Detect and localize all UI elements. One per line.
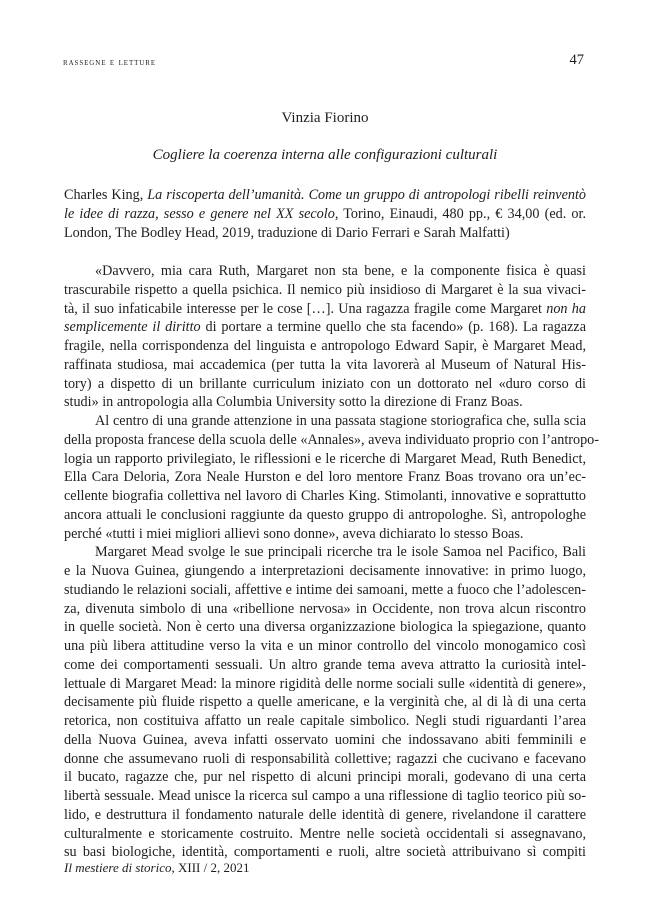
body-text-line: Ella Cara Deloria, Zora Neale Hurston e del loro mentore Franz Boas trovano ora un’ec- (64, 469, 586, 486)
article-author: Vinzia Fiorino (281, 110, 369, 126)
body-text-line: il bucato, ragazze che, pur nel rispetto di alcuni principi morali, godevano di una certa (64, 769, 586, 786)
body-text-line: Margaret Mead svolge le sue principali ricerche tra le isole Samoa nel Pacifico, Bali (95, 544, 586, 561)
journal-title: Il mestiere di storico (64, 860, 172, 875)
body-text-line: una più libera attitudine verso la vita e un minor controllo del vincolo monogamico così (64, 638, 586, 654)
body-text-line: in quelle società. Non è certo una diversa organizzazione biologica la spiegazione, quanto (64, 619, 586, 636)
body-text-line: studi» in antropologia alla Columbia University sotto la direzione di Franz Boas. (64, 394, 523, 411)
body-text-line: «Davvero, mia cara Ruth, Margaret non sta bene, e la componente fisica è quasi (95, 263, 586, 279)
body-text-line: decisamente più fluide rispetto a quelle americane, e la verginità che, al di là di una certa (64, 694, 586, 711)
citation-line: Charles King, La riscoperta dell’umanità. Come un gruppo di antropologi ribelli reinventò (64, 187, 587, 203)
body-text-line: su basi biologiche, identità, comportamenti e ruoli, altre società attribuivano sì compiti (64, 844, 586, 861)
body-text-line: trascurabile rispetto a quella psichica. Il nemico più insidioso di Margaret è la sua vivaci- (64, 281, 586, 298)
body-text-line: retorica, non costituiva affatto un reale capitale simbolico. Negli studi riguardanti l’area (64, 713, 586, 729)
footer-journal-reference (64, 860, 249, 876)
body-text-line: raffinata studiosa, mai accademica (per tutta la vita lavorerà al Museum of Natural His- (64, 356, 586, 373)
body-text-line: donne che assumevano ruoli di responsabilità collettive; ragazzi che cucivano e facevano (64, 750, 586, 767)
body-text-line: semplicemente il diritto di portare a termine quello che sta facendo» (p. 168). La ragazza (64, 319, 586, 336)
book-citation (64, 186, 586, 243)
journal-issue: , XIII / 2, 2021 (171, 860, 250, 875)
body-text-line: culturalmente e storicamente costruito. Mentre nelle società occidentali si assegnavano, (64, 825, 586, 842)
article-body (64, 262, 599, 862)
body-text-line: e la Nuova Guinea, giungendo a interpretazioni decisamente innovative: in primo luogo, (64, 563, 586, 579)
body-text-line: lido, e destruttura il fondamento naturale delle identità di genere, rivelandone il carattere (64, 806, 586, 823)
body-text-line: tà, il suo infaticabile interesse per le cose […]. Una ragazza fragile come Margaret non ha (64, 300, 586, 317)
citation-line: le idee di razza, sesso e genere nel XX secolo, Torino, Einaudi, 480 pp., € 34,00 (ed. or. (64, 206, 586, 222)
page-number: 47 (569, 52, 584, 68)
body-text-line: za, divenuta simbolo di una «ribellione nervosa» in Occidente, non trova alcun riscontro (64, 600, 586, 617)
body-text-line: studiando le relazioni sociali, affettive e intime dei samoani, mette a fuoco che l’adolescen- (64, 581, 586, 598)
body-text-line: della Nuova Guinea, aveva infatti osservato uomini che indossavano abiti femminili e (64, 731, 586, 748)
body-text-line: tory) a dispetto di un brillante curriculum iniziato con un dottorato nel «duro corso di (64, 375, 586, 392)
body-text-line: come dei comportamenti sessuali. Un altro grande tema aveva attratto la curiosità intel- (64, 656, 586, 673)
body-text-line: ancora attuali le conclusioni raggiunte da questo gruppo di antropologhe. Sì, antropologhe (64, 506, 586, 523)
body-text-line: logia un rapporto privilegiato, le riflessioni e le ricerche di Margaret Mead, Ruth Benedict, (64, 450, 586, 467)
running-header-section: rassegne e letture (63, 57, 157, 68)
article-subtitle: Cogliere la coerenza interna alle configurazioni culturali (152, 147, 498, 163)
body-text-line: fragile, nella corrispondenza del linguista e antropologo Edward Sapir, è Margaret Mead, (64, 338, 586, 354)
body-text-line: libertà sessuale. Mead unisce la ricerca sul campo a una riflessione di taglio teorico più so- (64, 788, 586, 804)
body-text-line: Al centro di una grande attenzione in una passata stagione storiografica che, sulla scia (95, 413, 586, 429)
body-text-line: cellente biografia collettiva nel lavoro di Charles King. Stimolanti, innovative e soprattutto (64, 488, 586, 504)
citation-line: London, The Bodley Head, 2019, traduzione di Dario Ferrari e Sarah Malfatti) (64, 225, 510, 241)
body-text-line: perché «tutti i miei migliori allievi sono donne», aveva dichiarato lo stesso Boas. (64, 525, 524, 542)
body-text-line: della proposta francese della scuola delle «Annales», aveva individuato proprio con l’antropo- (64, 431, 599, 448)
body-text-line: lettuale di Margaret Mead: la minore rigidità delle norme sociali sulle «identità di genere», (64, 675, 586, 692)
